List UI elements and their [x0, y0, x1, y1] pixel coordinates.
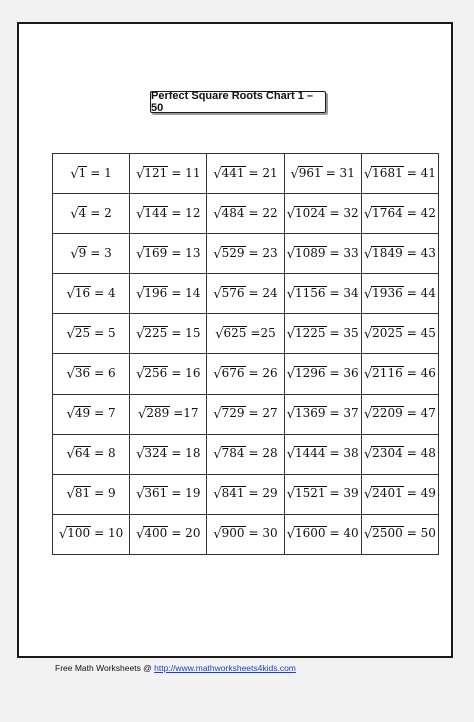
square-root-symbol: √ [286, 527, 295, 543]
square-root-symbol: √ [136, 527, 145, 543]
square-root-symbol: √ [66, 286, 75, 302]
square-root-symbol: √ [136, 166, 145, 182]
radicand: 1296 [294, 366, 326, 381]
table-cell [361, 394, 438, 434]
result: = 18 [171, 446, 201, 461]
table-cell [130, 314, 207, 354]
radicand: 225 [144, 325, 168, 340]
table-cell [130, 434, 207, 474]
table-cell [53, 314, 130, 354]
radicand: 2401 [372, 486, 403, 501]
result: = 32 [329, 205, 359, 220]
table-cell [53, 434, 130, 474]
radicand: 441 [221, 165, 245, 180]
radicand: 900 [221, 526, 245, 541]
table-cell [130, 354, 207, 394]
square-root-symbol: √ [213, 407, 222, 423]
radicand: 1681 [372, 165, 403, 180]
square-root-symbol: √ [138, 407, 147, 423]
radicand: 16 [74, 285, 91, 300]
table-row [53, 194, 439, 234]
result: = 8 [94, 446, 116, 461]
square-roots-table [52, 153, 439, 555]
radicand: 81 [74, 486, 91, 501]
radicand: 1225 [294, 325, 326, 340]
square-root-symbol: √ [213, 166, 222, 182]
table-cell [53, 474, 130, 514]
result: = 16 [171, 366, 201, 381]
table-cell [130, 474, 207, 514]
table-cell [284, 354, 361, 394]
radicand: 1156 [294, 285, 326, 300]
square-root-symbol: √ [213, 447, 222, 463]
square-root-symbol: √ [286, 447, 295, 463]
result: = 31 [325, 165, 355, 180]
radicand: 2304 [372, 446, 403, 461]
table-cell [207, 154, 284, 194]
square-root-symbol: √ [290, 166, 299, 182]
radicand: 2025 [372, 325, 403, 340]
table-cell [361, 314, 438, 354]
square-root-symbol: √ [136, 367, 145, 383]
radicand: 841 [221, 486, 245, 501]
square-root-symbol: √ [363, 326, 373, 342]
radicand: 256 [144, 366, 168, 381]
result: = 24 [248, 285, 278, 300]
square-root-symbol: √ [136, 487, 145, 503]
result: = 35 [329, 325, 359, 340]
radicand: 324 [144, 446, 168, 461]
radicand: 64 [74, 446, 91, 461]
radicand: 1764 [372, 205, 403, 220]
result: = 43 [406, 245, 436, 260]
result: = 40 [329, 526, 359, 541]
result: = 38 [329, 446, 359, 461]
square-root-symbol: √ [136, 206, 145, 222]
result: =17 [173, 406, 199, 421]
table-cell [361, 514, 438, 554]
table-cell [53, 234, 130, 274]
table-cell [53, 354, 130, 394]
result: =25 [250, 325, 276, 340]
table-cell [284, 474, 361, 514]
result: = 12 [171, 205, 201, 220]
table-cell [207, 194, 284, 234]
square-root-symbol: √ [363, 527, 373, 543]
chart-title: Perfect Square Roots Chart 1 – 50 [150, 91, 326, 113]
table-cell [361, 474, 438, 514]
square-root-symbol: √ [136, 447, 145, 463]
radicand: 2209 [372, 406, 403, 421]
square-root-symbol: √ [213, 206, 222, 222]
result: = 22 [248, 205, 278, 220]
result: = 46 [406, 366, 436, 381]
square-root-symbol: √ [363, 407, 373, 423]
table-row [53, 354, 439, 394]
table-cell [361, 354, 438, 394]
result: = 3 [90, 245, 112, 260]
square-root-symbol: √ [286, 407, 295, 423]
result: = 37 [329, 406, 359, 421]
radicand: 289 [146, 406, 170, 421]
square-root-symbol: √ [70, 246, 79, 262]
square-root-symbol: √ [70, 166, 79, 182]
radicand: 196 [144, 285, 168, 300]
square-root-symbol: √ [286, 206, 295, 222]
table-cell [361, 194, 438, 234]
footer-link[interactable]: http://www.mathworksheets4kids.com [154, 663, 296, 673]
result: = 11 [171, 165, 201, 180]
table-cell [284, 194, 361, 234]
table-cell [53, 154, 130, 194]
result: = 48 [406, 446, 436, 461]
table-row [53, 314, 439, 354]
table-cell [53, 194, 130, 234]
table-cell [207, 394, 284, 434]
square-root-symbol: √ [363, 206, 373, 222]
table-cell [361, 154, 438, 194]
result: = 10 [94, 526, 124, 541]
table-row [53, 514, 439, 554]
square-root-symbol: √ [213, 286, 222, 302]
table-cell [284, 274, 361, 314]
radicand: 1849 [372, 245, 403, 260]
radicand: 1600 [294, 526, 326, 541]
table-cell [53, 394, 130, 434]
result: = 26 [248, 366, 278, 381]
radicand: 729 [221, 406, 245, 421]
result: = 13 [171, 245, 201, 260]
radicand: 400 [144, 526, 168, 541]
radicand: 625 [223, 325, 247, 340]
square-root-symbol: √ [286, 487, 295, 503]
result: = 33 [329, 245, 359, 260]
square-root-symbol: √ [70, 206, 79, 222]
result: = 36 [329, 366, 359, 381]
table-cell [361, 234, 438, 274]
result: = 2 [90, 205, 112, 220]
radicand: 100 [67, 526, 91, 541]
result: = 28 [248, 446, 278, 461]
result: = 20 [171, 526, 201, 541]
worksheet-page [17, 22, 453, 658]
square-root-symbol: √ [66, 407, 75, 423]
radicand: 1936 [372, 285, 403, 300]
table-cell [284, 314, 361, 354]
table-cell [130, 194, 207, 234]
table-cell [284, 514, 361, 554]
result: = 30 [248, 526, 278, 541]
square-root-symbol: √ [286, 246, 295, 262]
result: = 5 [94, 325, 116, 340]
square-root-symbol: √ [363, 166, 373, 182]
result: = 15 [171, 325, 201, 340]
radicand: 1 [78, 165, 87, 180]
radicand: 169 [144, 245, 168, 260]
result: = 47 [406, 406, 436, 421]
result: = 39 [329, 486, 359, 501]
square-root-symbol: √ [363, 367, 373, 383]
table-row [53, 234, 439, 274]
result: = 14 [171, 285, 201, 300]
radicand: 9 [78, 245, 87, 260]
radicand: 1089 [294, 245, 326, 260]
radicand: 4 [78, 205, 87, 220]
radicand: 361 [144, 486, 168, 501]
square-root-symbol: √ [136, 326, 145, 342]
table-cell [361, 274, 438, 314]
table-row [53, 394, 439, 434]
radicand: 576 [221, 285, 245, 300]
radicand: 2500 [372, 526, 403, 541]
square-root-symbol: √ [286, 326, 295, 342]
result: = 44 [406, 285, 436, 300]
table-cell [207, 434, 284, 474]
square-root-symbol: √ [66, 447, 75, 463]
square-root-symbol: √ [136, 246, 145, 262]
radicand: 1024 [294, 205, 326, 220]
result: = 49 [406, 486, 436, 501]
table-row [53, 434, 439, 474]
table-cell [130, 394, 207, 434]
radicand: 529 [221, 245, 245, 260]
footer-prefix: Free Math Worksheets @ [55, 663, 155, 673]
table-cell [284, 234, 361, 274]
result: = 34 [329, 285, 359, 300]
table-cell [207, 314, 284, 354]
result: = 21 [248, 165, 278, 180]
radicand: 2116 [372, 366, 403, 381]
result: = 41 [406, 165, 436, 180]
radicand: 1444 [294, 446, 326, 461]
radicand: 36 [74, 366, 91, 381]
square-root-symbol: √ [213, 367, 222, 383]
result: = 9 [94, 486, 116, 501]
table-cell [207, 234, 284, 274]
square-root-symbol: √ [215, 326, 224, 342]
square-root-symbol: √ [286, 286, 295, 302]
radicand: 961 [298, 165, 322, 180]
square-root-symbol: √ [66, 367, 75, 383]
table-cell [53, 274, 130, 314]
table-row [53, 154, 439, 194]
result: = 7 [94, 406, 116, 421]
square-root-symbol: √ [213, 527, 222, 543]
radicand: 1369 [294, 406, 326, 421]
table-cell [53, 514, 130, 554]
square-root-symbol: √ [363, 487, 373, 503]
result: = 4 [94, 285, 116, 300]
result: = 1 [90, 165, 112, 180]
result: = 23 [248, 245, 278, 260]
table-row [53, 274, 439, 314]
table-cell [130, 234, 207, 274]
result: = 6 [94, 366, 116, 381]
table-cell [361, 434, 438, 474]
square-root-symbol: √ [58, 527, 68, 543]
result: = 27 [248, 406, 278, 421]
result: = 19 [171, 486, 201, 501]
radicand: 784 [221, 446, 245, 461]
square-root-symbol: √ [363, 246, 373, 262]
radicand: 1521 [294, 486, 326, 501]
footer [55, 663, 296, 673]
radicand: 121 [144, 165, 168, 180]
table-row [53, 474, 439, 514]
radicand: 49 [74, 406, 91, 421]
table-cell [284, 394, 361, 434]
result: = 29 [248, 486, 278, 501]
radicand: 25 [74, 325, 91, 340]
square-root-symbol: √ [363, 447, 373, 463]
square-root-symbol: √ [66, 487, 75, 503]
table-cell [284, 434, 361, 474]
radicand: 144 [144, 205, 168, 220]
table-cell [207, 274, 284, 314]
square-root-symbol: √ [213, 487, 222, 503]
radicand: 676 [221, 366, 245, 381]
square-root-symbol: √ [363, 286, 373, 302]
table-cell [130, 274, 207, 314]
table-cell [284, 154, 361, 194]
radicand: 484 [221, 205, 245, 220]
square-root-symbol: √ [66, 326, 75, 342]
table-cell [207, 354, 284, 394]
square-root-symbol: √ [136, 286, 145, 302]
result: = 42 [406, 205, 436, 220]
square-root-symbol: √ [286, 367, 295, 383]
table-cell [130, 154, 207, 194]
table-cell [130, 514, 207, 554]
square-root-symbol: √ [213, 246, 222, 262]
table-cell [207, 514, 284, 554]
table-cell [207, 474, 284, 514]
result: = 45 [406, 325, 436, 340]
result: = 50 [406, 526, 436, 541]
